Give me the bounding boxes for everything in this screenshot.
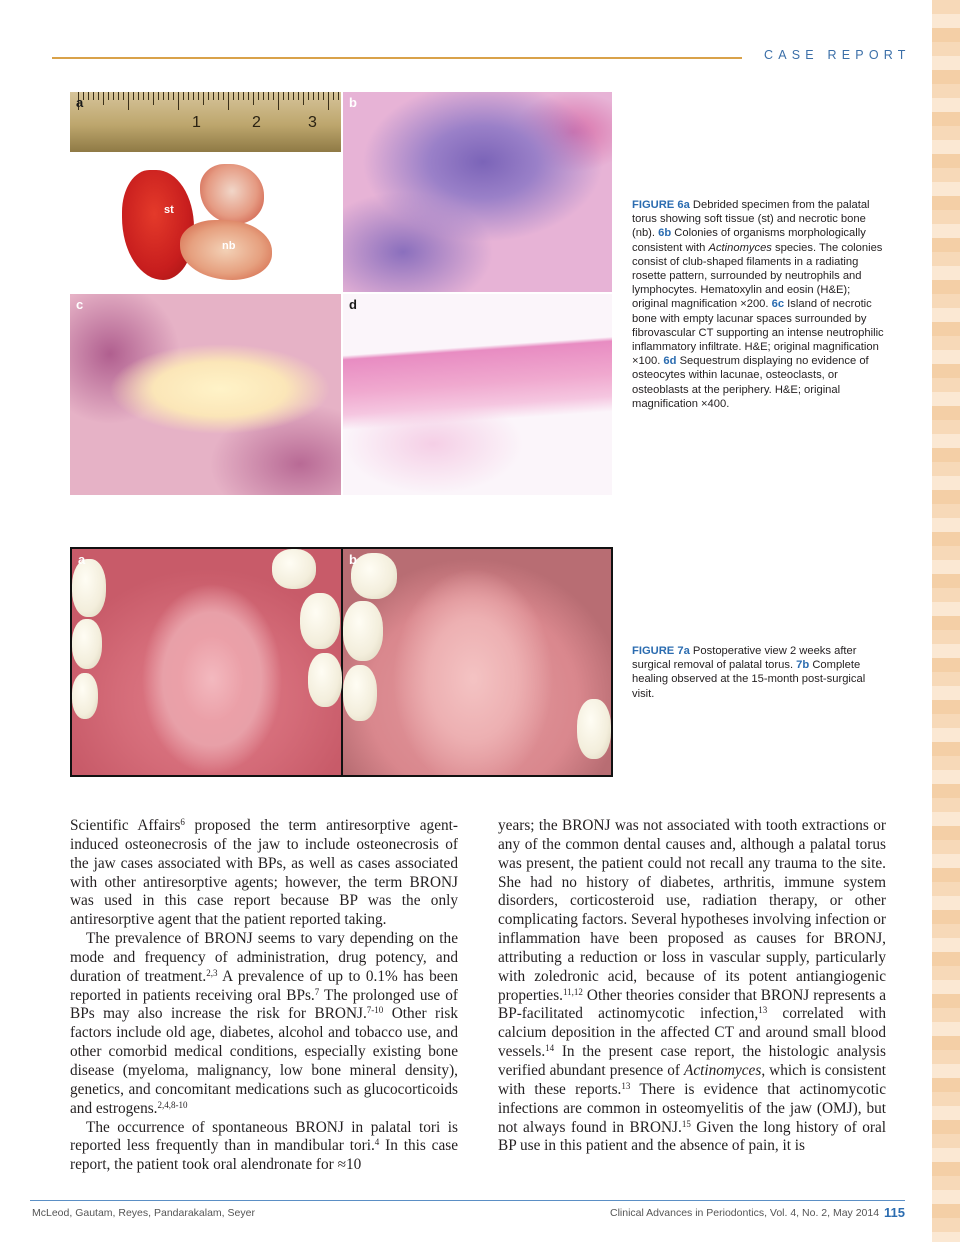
ruler-tick bbox=[118, 92, 119, 100]
tooth bbox=[343, 665, 377, 721]
tooth bbox=[351, 553, 397, 599]
ruler-tick bbox=[333, 92, 334, 100]
ruler-tick bbox=[308, 92, 309, 100]
ruler-tick bbox=[323, 92, 324, 100]
panel-label-a: a bbox=[78, 552, 86, 567]
caption-subfigure-key: 6c bbox=[771, 298, 785, 311]
ruler-tick bbox=[328, 92, 329, 110]
tooth bbox=[72, 673, 98, 719]
ruler-tick bbox=[278, 92, 279, 110]
caption-text: Island of necrotic bone with empty lacunar spaces surrounded by fibrovascular CT supporting an intense neutrophilic inflammatory infiltrate. H&E; original magnification ×100. bbox=[632, 298, 884, 368]
ruler-tick bbox=[108, 92, 109, 100]
tooth bbox=[72, 559, 106, 617]
text-run: Given the long history of oral BP use in this patient and the absence of pain, it is bbox=[498, 1118, 887, 1155]
figure-6a-specimen-photo bbox=[70, 92, 341, 292]
ruler-tick bbox=[163, 92, 164, 100]
citation: 4 bbox=[374, 1137, 380, 1148]
paragraph bbox=[70, 817, 458, 930]
text-run: There is evidence that actinomycotic infections are common in osteomyelitis of the jaw (OMJ), but not always found in BRONJ. bbox=[498, 1080, 887, 1136]
body-column-left bbox=[70, 817, 458, 1175]
tooth bbox=[72, 619, 102, 669]
ruler-tick bbox=[248, 92, 249, 100]
text-run: Other theories consider that BRONJ represents a BP-facilitated actinomycotic infection, bbox=[498, 986, 886, 1023]
ruler-tick bbox=[213, 92, 214, 100]
caption-subfigure-key: 6d bbox=[663, 355, 677, 368]
ruler-tick bbox=[283, 92, 284, 100]
caption-text: Debrided specimen from the palatal torus showing soft tissue (st) and necrotic bone (nb). bbox=[632, 199, 870, 240]
text-run: In this case report, the patient took oral alendronate for ≈10 bbox=[70, 1137, 458, 1174]
ruler-tick bbox=[228, 92, 229, 110]
ruler-number: 3 bbox=[308, 114, 317, 131]
ruler-tick bbox=[303, 92, 304, 105]
ruler-tick bbox=[158, 92, 159, 100]
ruler-tick bbox=[263, 92, 264, 100]
citation: 6 bbox=[180, 817, 185, 827]
caption-text: Sequestrum displaying no evidence of osteocytes within lacunae, osteoclasts, or osteoblasts at the periphery. H&E; original magnification ×400. bbox=[632, 355, 869, 410]
text-run: Scientific Affairs bbox=[70, 817, 181, 834]
ruler-tick bbox=[243, 92, 244, 100]
citation: 2,3 bbox=[206, 967, 218, 978]
tooth bbox=[343, 601, 383, 661]
ruler-tick bbox=[223, 92, 224, 100]
text-run: proposed the term antiresorptive agent-induced osteonecrosis of the jaw to include osteonecrosis of the jaw cases associated with BPs, as well as cases associated with other antiresorptive agents; however, the term BRONJ was used in this case report because BP was the only antiresorptive agent that the patient reported taking. bbox=[70, 817, 458, 929]
footer-journal-citation: Clinical Advances in Periodontics, Vol. 4, No. 2, May 2014 bbox=[610, 1207, 880, 1219]
organism-name: Actinomyces bbox=[684, 1061, 762, 1079]
ruler-tick bbox=[138, 92, 139, 100]
ruler-tick bbox=[238, 92, 239, 100]
figure-6b-histology bbox=[343, 92, 612, 292]
ruler-tick bbox=[123, 92, 124, 100]
ruler-tick bbox=[193, 92, 194, 100]
citation: 11,12 bbox=[563, 986, 583, 997]
panel-label-d: d bbox=[349, 297, 357, 312]
specimen-label-st: st bbox=[164, 204, 174, 216]
caption-text: Complete healing observed at the 15-month post-surgical visit. bbox=[632, 659, 866, 700]
citation: 14 bbox=[545, 1043, 555, 1054]
ruler-tick bbox=[233, 92, 234, 100]
figure-6c-histology bbox=[70, 294, 341, 495]
caption-text: Colonies of organisms morphologically consistent with bbox=[632, 227, 866, 254]
ruler-tick bbox=[88, 92, 89, 100]
ruler-tick bbox=[318, 92, 319, 100]
citation: 2,4,8-10 bbox=[157, 1099, 188, 1110]
text-run: , which is consistent with these reports. bbox=[498, 1061, 886, 1098]
paragraph bbox=[70, 930, 458, 1118]
paragraph bbox=[498, 817, 886, 1156]
text-run: The prevalence of BRONJ seems to vary depending on the mode and frequency of administration, drug potency, and duration of treatment. bbox=[70, 930, 458, 985]
citation: 7-10 bbox=[366, 1005, 384, 1016]
figure-7-caption bbox=[632, 644, 888, 701]
ruler-tick bbox=[143, 92, 144, 100]
figure-6-caption bbox=[632, 198, 888, 411]
ruler-tick bbox=[268, 92, 269, 100]
specimen-label-nb: nb bbox=[222, 240, 236, 252]
panel-label-b: b bbox=[349, 95, 357, 110]
ruler-tick bbox=[338, 92, 339, 100]
ruler-tick bbox=[313, 92, 314, 100]
ruler-tick bbox=[148, 92, 149, 100]
caption-text: Postoperative view 2 weeks after surgical removal of palatal torus. bbox=[632, 645, 857, 672]
ruler-tick bbox=[173, 92, 174, 100]
text-run: The occurrence of spontaneous BRONJ in palatal tori is reported less frequently than in mandibular tori. bbox=[70, 1118, 458, 1155]
page-number: 115 bbox=[884, 1205, 905, 1220]
panel-label-a: a bbox=[76, 95, 84, 110]
citation: 7 bbox=[314, 986, 320, 997]
citation: 13 bbox=[621, 1080, 631, 1091]
text-run: correlated with calcium deposition in the affected CT and around small blood vessels. bbox=[498, 1005, 886, 1061]
text-run: The prolonged use of BPs may also increase the risk for BRONJ. bbox=[70, 986, 458, 1023]
panel-label-b: b bbox=[349, 552, 357, 567]
caption-subfigure-key: 6b bbox=[658, 227, 672, 240]
ruler-tick bbox=[203, 92, 204, 105]
panel-label-c: c bbox=[76, 297, 84, 312]
footer-authors: McLeod, Gautam, Reyes, Pandarakalam, Seyer bbox=[32, 1207, 255, 1219]
text-run: Other risk factors include old age, diabetes, alcohol and tobacco use, and other comorbid medical conditions, especially existing bone disease (myeloma, malignancy, low bone mineral density), genetics, and concomitant medications such as glucocorticoids and estrogens. bbox=[70, 1005, 458, 1117]
ruler-tick bbox=[168, 92, 169, 100]
caption-figure-key: FIGURE 7a bbox=[632, 645, 690, 657]
tooth bbox=[308, 653, 342, 707]
ruler-tick bbox=[103, 92, 104, 105]
ruler-tick bbox=[288, 92, 289, 100]
text-run: years; the BRONJ was not associated with tooth extractions or any of the common dental causes and, although a palatal torus was present, the patient could not recall any trauma to the site. She had no history of diabetes, arthritis, immune system disorders, corticosteroid use, radiation therapy, or other complicating factors. Several hypotheses involving infection or inflammation have been proposed as causes for BRONJ, attributing a reduction or loss in vascular supply, particularly with zoledronic acid, because of its potent antiangiogenic properties. bbox=[498, 817, 886, 1004]
figure-7b-intraoral-photo bbox=[343, 549, 611, 775]
ruler-tick bbox=[258, 92, 259, 100]
figure-6d-histology bbox=[343, 294, 612, 495]
ruler bbox=[70, 92, 341, 152]
ruler-tick bbox=[273, 92, 274, 100]
header-rule bbox=[52, 57, 742, 59]
ruler-tick bbox=[298, 92, 299, 100]
tooth bbox=[272, 549, 316, 589]
caption-figure-key: FIGURE 6a bbox=[632, 199, 690, 211]
soft-tissue-specimen bbox=[122, 170, 194, 280]
ruler-tick bbox=[253, 92, 254, 105]
necrotic-bone-specimen-top bbox=[200, 164, 264, 224]
tooth bbox=[300, 593, 340, 649]
ruler-tick bbox=[198, 92, 199, 100]
ruler-tick bbox=[153, 92, 154, 105]
ruler-tick bbox=[98, 92, 99, 100]
caption-organism-name: Actinomyces bbox=[708, 241, 772, 254]
ruler-number: 1 bbox=[192, 114, 201, 131]
ruler-tick bbox=[183, 92, 184, 100]
ruler-number: 2 bbox=[252, 114, 261, 131]
ruler-tick bbox=[133, 92, 134, 100]
citation: 13 bbox=[758, 1005, 768, 1016]
ruler-tick bbox=[178, 92, 179, 110]
figure-7a-intraoral-photo bbox=[72, 549, 341, 775]
ruler-tick bbox=[93, 92, 94, 100]
ruler-tick bbox=[188, 92, 189, 100]
text-run: A prevalence of up to 0.1% has been reported in patients receiving oral BPs. bbox=[70, 967, 458, 1004]
ruler-tick bbox=[293, 92, 294, 100]
citation: 15 bbox=[681, 1118, 691, 1129]
ruler-tick bbox=[128, 92, 129, 110]
ruler-tick bbox=[113, 92, 114, 100]
caption-text: species. The colonies consist of club-shaped filaments in a radiating rosette pattern, surrounded by neutrophils and lymphocytes. Hematoxylin and eosin (H&E); original magnification ×200. bbox=[632, 241, 883, 311]
footer-rule bbox=[30, 1200, 905, 1201]
body-column-right bbox=[498, 817, 886, 1156]
ruler-tick bbox=[218, 92, 219, 100]
paragraph bbox=[70, 1119, 458, 1176]
ruler-tick bbox=[208, 92, 209, 100]
decorative-edge-strip bbox=[932, 0, 960, 1242]
caption-subfigure-key: 7b bbox=[796, 659, 810, 672]
section-label: CASE REPORT bbox=[764, 48, 911, 62]
text-run: In the present case report, the histologic analysis verified abundant presence of bbox=[498, 1043, 886, 1079]
tooth bbox=[577, 699, 611, 759]
